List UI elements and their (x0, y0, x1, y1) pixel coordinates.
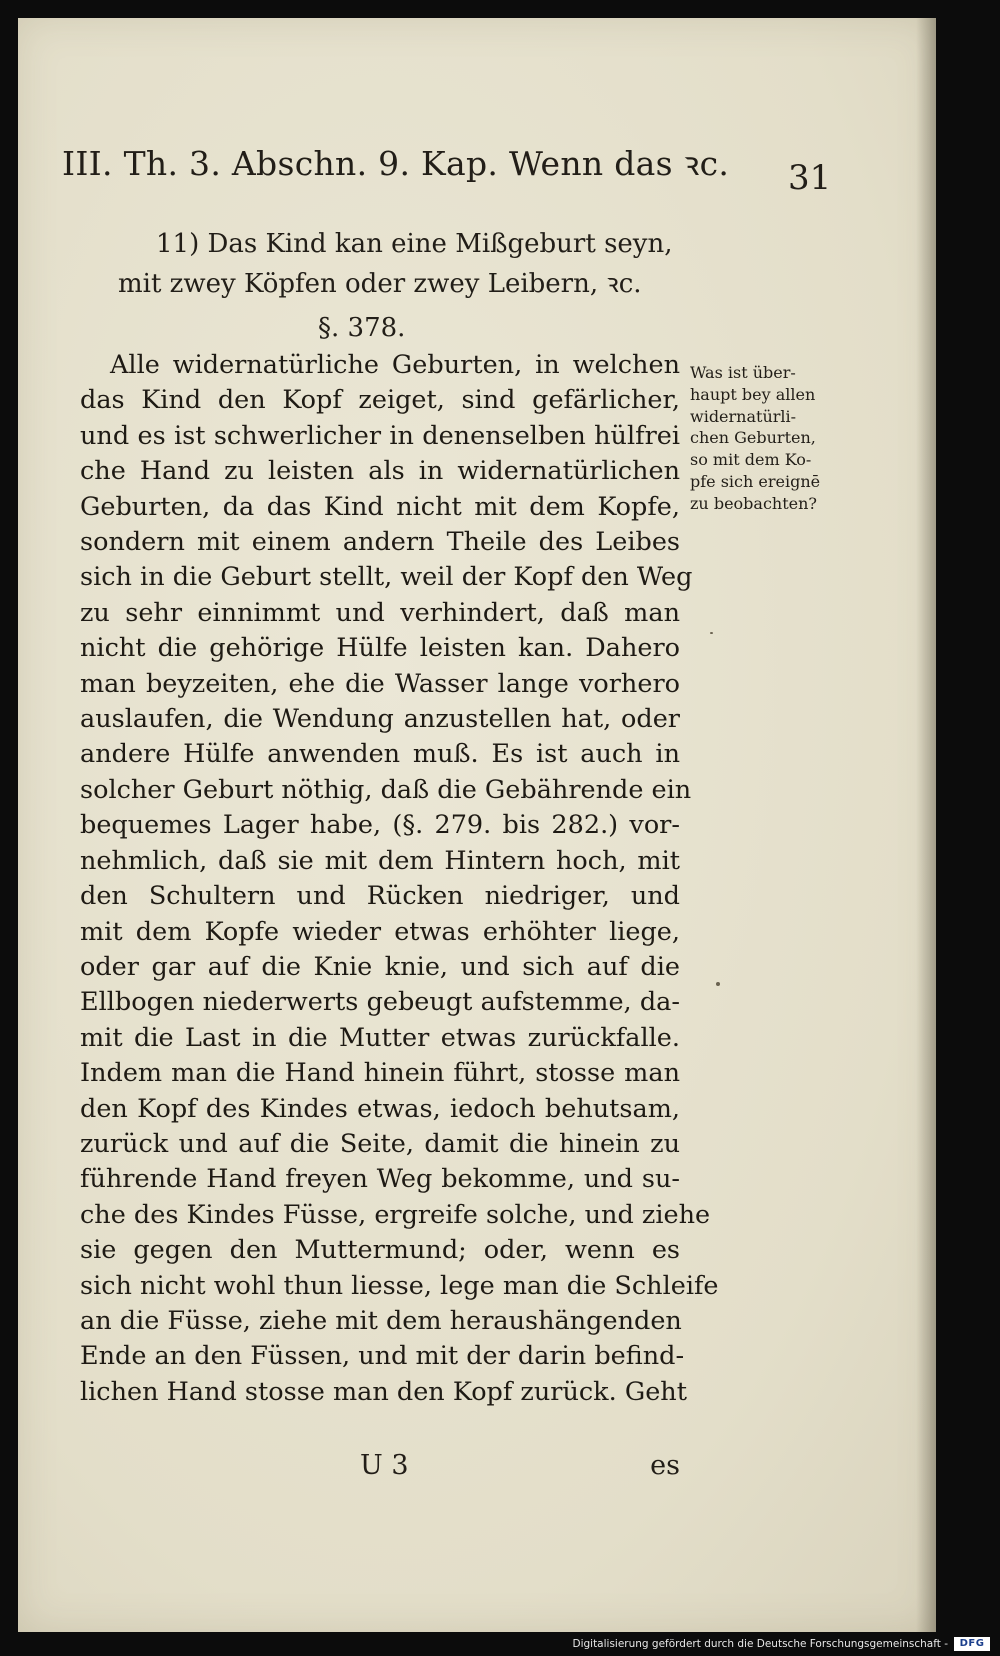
marginal-note-line: pfe sich ereignē (690, 471, 821, 491)
body-line: sondern mit einem andern Theile des Leibes (80, 527, 680, 558)
body-line: zurück und auf die Seite, damit die hinein zu (80, 1128, 680, 1159)
body-line: Ellbogen niederwerts gebeugt aufstemme, da- (80, 987, 680, 1018)
marginal-note-line: widernatürli- (690, 406, 797, 426)
section-mark: §. 378. (318, 313, 406, 343)
heading-line: mit zwey Köpfen oder zwey Leibern, ꝛc. (118, 269, 642, 299)
body-line: Ende an den Füssen, und mit der darin befind- (80, 1341, 685, 1372)
dfg-logo: DFG (954, 1637, 990, 1651)
ink-speck (710, 632, 713, 634)
body-line: oder gar auf die Knie knie, und sich auf die (80, 951, 680, 982)
body-line: che Hand zu leisten als in widernatürlichen (80, 456, 680, 487)
book-page (18, 18, 936, 1632)
marginal-note-line: zu beobachten? (690, 493, 817, 513)
body-line: sich in die Geburt stellt, weil der Kopf den Weg (80, 562, 693, 593)
ink-speck (716, 982, 720, 986)
body-line: das Kind den Kopf zeiget, sind gefärlicher, (80, 385, 680, 416)
body-text (80, 348, 719, 1410)
body-line: nehmlich, daß sie mit dem Hintern hoch, mit (80, 845, 680, 876)
body-line: lichen Hand stosse man den Kopf zurück. Geht (80, 1376, 687, 1407)
body-line: Geburten, da das Kind nicht mit dem Kopfe, (80, 491, 680, 522)
marginal-note-line: haupt bey allen (690, 384, 816, 404)
body-line: mit die Last in die Mutter etwas zurückfalle. (80, 1022, 680, 1053)
marginal-note-line: Was ist über- (690, 363, 796, 382)
body-line: zu sehr einnimmt und verhindert, daß man (80, 597, 680, 628)
body-line: Indem man die Hand hinein führt, stosse man (80, 1058, 680, 1089)
marginal-note (690, 362, 854, 515)
body-line: den Schultern und Rücken niedriger, und (80, 881, 680, 912)
body-line: andere Hülfe anwenden muß. Es ist auch in (80, 739, 680, 770)
body-line: sich nicht wohl thun liesse, lege man die Schleife (80, 1270, 719, 1301)
body-line: führende Hand freyen Weg bekomme, und su- (80, 1164, 680, 1195)
body-line: und es ist schwerlicher in denenselben hülfrei (80, 420, 680, 451)
body-line: sie gegen den Muttermund; oder, wenn es (80, 1235, 680, 1266)
body-line: man beyzeiten, ehe die Wasser lange vorhero (80, 668, 680, 699)
chapter-heading (98, 224, 698, 304)
body-line: solcher Geburt nöthig, daß die Gebährende ein (80, 774, 692, 805)
body-line: bequemes Lager habe, (§. 279. bis 282.) vor- (80, 810, 680, 841)
body-line: auslaufen, die Wendung anzustellen hat, oder (80, 704, 680, 735)
digitization-credit: Digitalisierung gefördert durch die Deutsche Forschungsgemeinschaft - (572, 1638, 948, 1650)
page-number: 31 (788, 158, 832, 198)
heading-line: 11) Das Kind kan eine Mißgeburt seyn, (156, 229, 673, 259)
marginal-note-line: chen Geburten, (690, 428, 816, 448)
page-gutter-shadow (916, 18, 936, 1632)
body-line: an die Füsse, ziehe mit dem heraushängenden (80, 1305, 682, 1336)
page-footer (80, 1450, 680, 1490)
body-line: mit dem Kopfe wieder etwas erhöhter liege, (80, 916, 680, 947)
body-line: Alle widernatürliche Geburten, in welchen (110, 350, 680, 380)
running-header: III. Th. 3. Abschn. 9. Kap. Wenn das ꝛc. (62, 144, 730, 183)
body-line: nicht die gehörige Hülfe leisten kan. Dahero (80, 633, 680, 664)
body-line: den Kopf des Kindes etwas, iedoch behutsam, (80, 1093, 680, 1124)
catchword: es (650, 1450, 680, 1481)
signature-mark: U 3 (360, 1450, 409, 1481)
marginal-note-line: so mit dem Ko- (690, 450, 812, 470)
body-line: che des Kindes Füsse, ergreife solche, und ziehe (80, 1199, 711, 1230)
